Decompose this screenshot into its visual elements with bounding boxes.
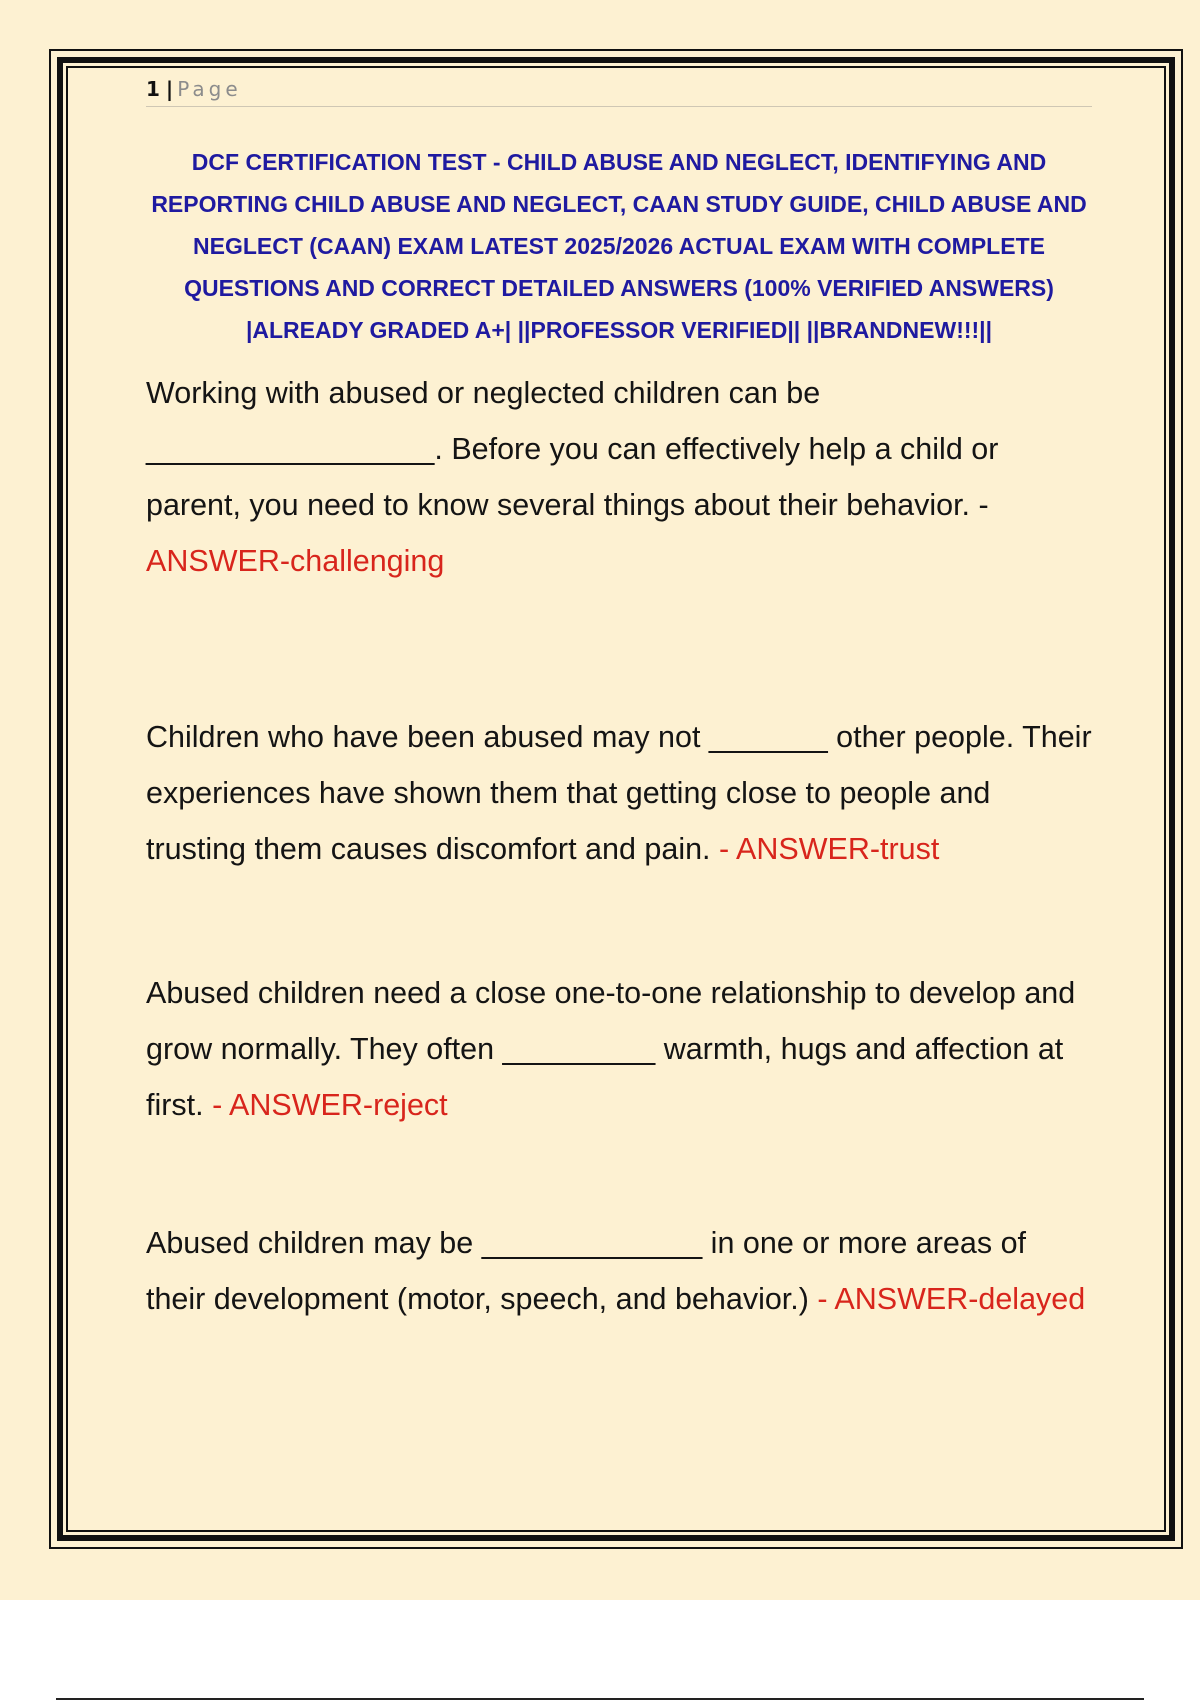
question-text: Abused children need a close one-to-one relationship to develop and grow normally. They often _________ warmth, hugs and affection at first. <box>146 976 1076 1122</box>
page-header <box>146 72 1092 107</box>
page-separator: | <box>165 77 174 101</box>
document-title: DCF CERTIFICATION TEST - CHILD ABUSE AND NEGLECT, IDENTIFYING AND REPORTING CHILD ABUSE AND NEGLECT, CAAN STUDY GUIDE, CHILD ABUSE AND NEGLECT (CAAN) EXAM LATEST 2025/2026 ACTUAL EXAM WITH COMPLETE QUESTIONS AND CORRECT DETAILED ANSWERS (100% VERIFIED ANSWERS) |ALREADY GRADED A+| ||PROFESSOR VERIFIED|| ||BRANDNEW!!!|| <box>151 149 1087 343</box>
answer-text: - ANSWER-delayed <box>817 1282 1086 1316</box>
page-number: 1 <box>146 77 160 101</box>
answer-text: - ANSWER-reject <box>212 1088 448 1122</box>
page-content <box>146 72 1092 1327</box>
qa-item <box>146 1215 1092 1327</box>
answer-text: - ANSWER-trust <box>719 832 940 866</box>
question-text: Children who have been abused may not _______ other people. Their experiences have shown them that getting close to people and trusting them causes discomfort and pain. <box>146 720 1092 866</box>
page-label: Page <box>177 77 242 101</box>
qa-item <box>146 709 1092 877</box>
qa-item <box>146 365 1092 589</box>
qa-item <box>146 965 1092 1133</box>
question-text: Working with abused or neglected children can be _________________. Before you can effectively help a child or parent, you need to know several things about their behavior. - <box>146 376 999 522</box>
answer-text: ANSWER-challenging <box>146 544 445 578</box>
question-text: Abused children may be _____________ in one or more areas of their development (motor, speech, and behavior.) <box>146 1226 1027 1316</box>
